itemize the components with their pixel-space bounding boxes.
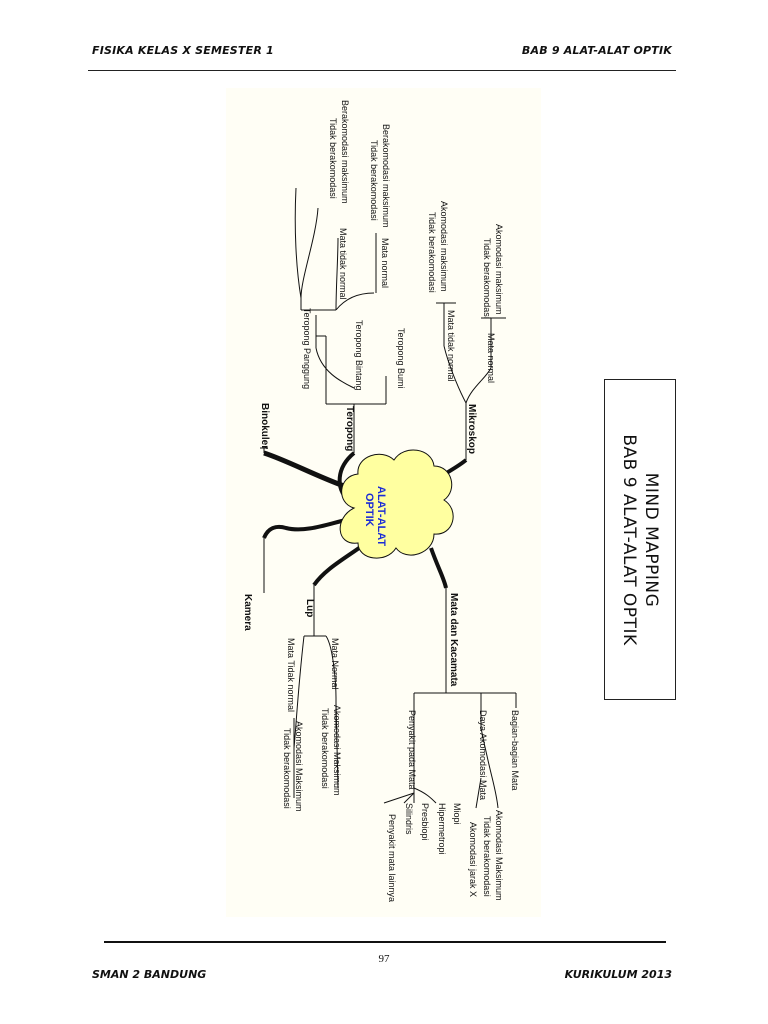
mata-penyakit: Penyakit pada Mata (407, 710, 417, 790)
map-connector (414, 788, 436, 803)
binokuler-label: Binokuler (259, 403, 270, 450)
mikroskop-m3: Akomodasi maksimum (439, 201, 449, 292)
title-line2: BAB 9 ALAT-ALAT OPTIK (619, 433, 639, 646)
mata-daya: Daya Akomodasi Mata (478, 710, 488, 801)
mata-p1: Miopi (452, 803, 462, 825)
lup-l1: Akomodasi Maksimum (332, 705, 342, 796)
branch-kamera (264, 520, 346, 538)
branch-mata (431, 548, 446, 588)
teropong-panggung: Teropong Panggung (302, 308, 312, 390)
lup-l3: Akomodasi Maksimum (294, 721, 304, 812)
mikroskop-label: Mikroskop (466, 404, 477, 455)
map-connector (295, 188, 318, 310)
header-right: BAB 9 ALAT-ALAT OPTIK (521, 44, 672, 57)
mikroskop-m4: Tidak berakomodasi (427, 212, 437, 293)
lup-l2: Tidak berakomodasi (320, 708, 330, 789)
title-box (604, 379, 676, 700)
mata-p5: Penyakit mata lainnya (387, 814, 397, 903)
map-connector (340, 450, 453, 558)
kamera-label: Kamera (242, 594, 253, 631)
teropong-mata-normal: Mata normal (380, 238, 390, 289)
title-line1: MIND MAPPING (641, 472, 661, 607)
mata-label: Mata dan Kacamata (448, 593, 459, 687)
footer-right: KURIKULUM 2013 (564, 968, 672, 981)
footer-rule (104, 941, 666, 943)
mikroskop-mata-normal: Mata normal (486, 333, 496, 384)
teropong-b1: Berakomodasi maksimum (381, 124, 391, 228)
mata-p3: Presbiopi (420, 803, 430, 841)
mata-bagian: Bagian-bagian Mata (510, 710, 520, 791)
mata-d3: Akomodasi jarak X (468, 822, 478, 898)
center-line1: ALAT-ALAT (375, 486, 387, 547)
teropong-b2: Tidak berakomodasi (369, 140, 379, 221)
header-left: FISIKA KELAS X SEMESTER 1 (92, 44, 274, 57)
mata-p2: Hipermetropi (437, 803, 447, 855)
lup-l4: Tidak berakomodasi (282, 728, 292, 809)
mata-p4: Silindris (404, 803, 414, 835)
map-group (242, 100, 520, 902)
teropong-label: Teropong (344, 406, 355, 452)
teropong-bintang: Teropong Bintang (354, 320, 364, 391)
center-line2: OPTIK (363, 493, 375, 527)
map-connector (316, 315, 326, 348)
footer-left: SMAN 2 BANDUNG (92, 968, 207, 981)
lup-label: Lup (304, 599, 315, 618)
mata-d1: Akomodasi Maksimum (494, 810, 504, 901)
header-rule (88, 70, 676, 71)
mind-map (226, 88, 541, 917)
map-connector (316, 348, 354, 388)
lup-mata-tidak-normal: Mata Tidak normal (286, 638, 296, 713)
branch-lup (314, 543, 366, 585)
page-number: 97 (378, 953, 390, 965)
teropong-b3: Berakomodasi maksimum (340, 100, 350, 204)
lup-mata-normal: Mata Normal (330, 638, 340, 690)
teropong-bumi: Teropong Bumi (396, 328, 406, 389)
central-node (340, 450, 453, 558)
mind-map-svg (226, 88, 541, 917)
mata-d2: Tidak berakomodasi (482, 816, 492, 897)
teropong-mata-tidak-normal: Mata tidak normal (338, 228, 348, 300)
mikroskop-mata-tidak-normal: Mata tidak normal (446, 310, 456, 382)
mikroskop-m2: Tidak berakomodasi (482, 238, 492, 319)
mikroskop-m1: Akomodasi maksimum (494, 224, 504, 315)
branch-binokuler (264, 453, 344, 486)
teropong-b4: Tidak berakomodasi (328, 118, 338, 199)
